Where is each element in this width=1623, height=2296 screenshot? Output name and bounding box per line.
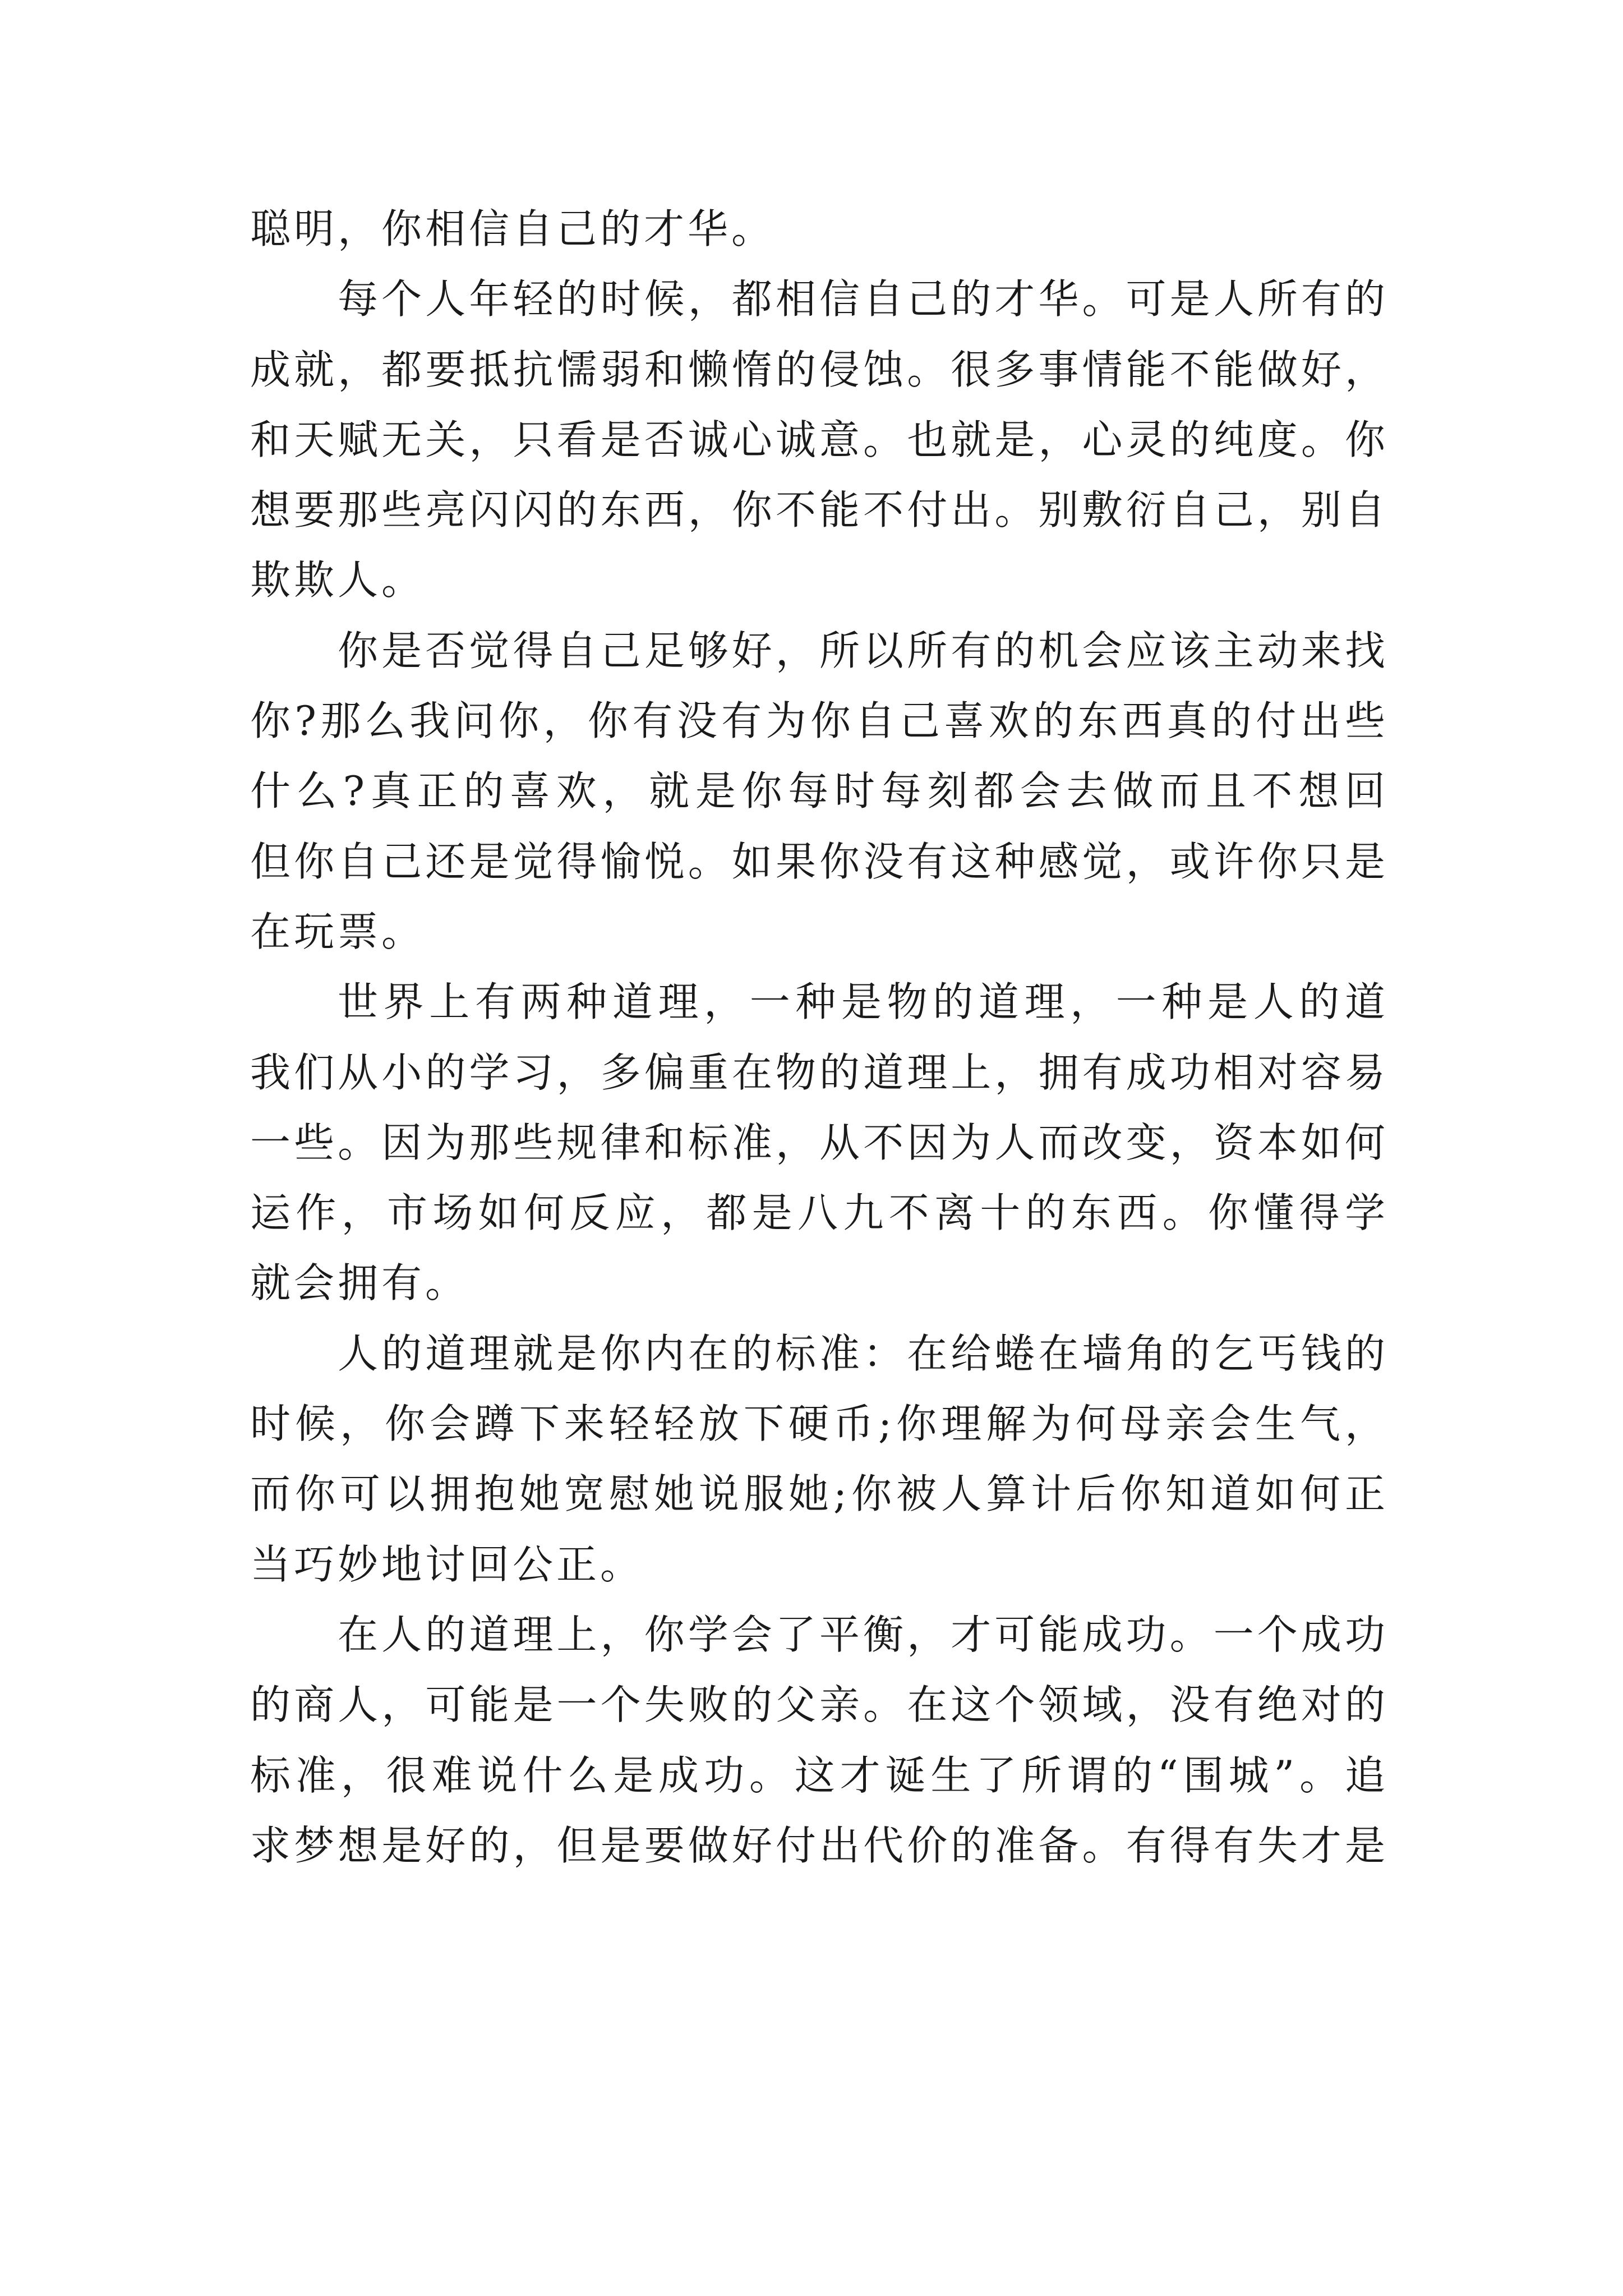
- document-body: [250, 194, 1389, 1881]
- paragraph-line: 但你自己还是觉得愉悦。如果你没有这种感觉，或许你只是: [250, 838, 1389, 885]
- paragraph-line: 聪明，你相信自己的才华。: [250, 205, 776, 252]
- paragraph-line: 你?那么我问你，你有没有为你自己喜欢的东西真的付出些: [250, 697, 1389, 745]
- paragraph-line: 时候，你会蹲下来轻轻放下硬币;你理解为何母亲会生气，: [250, 1400, 1389, 1448]
- paragraph-line: 和天赋无关，只看是否诚心诚意。也就是，心灵的纯度。你: [250, 416, 1389, 463]
- paragraph-line: 成就，都要抵抗懦弱和懒惰的侵蚀。很多事情能不能做好，: [250, 346, 1389, 393]
- paragraph-line: 我们从小的学习，多偏重在物的道理上，拥有成功相对容易: [250, 1048, 1389, 1096]
- paragraph-line: 一些。因为那些规律和标准，从不因为人而改变，资本如何: [250, 1119, 1389, 1166]
- paragraph-line: 每个人年轻的时候，都相信自己的才华。可是人所有的: [338, 275, 1389, 323]
- paragraph-line: 什么?真正的喜欢，就是你每时每刻都会去做而且不想回: [250, 767, 1389, 815]
- paragraph-line: 人的道理就是你内在的标准：在给蜷在墙角的乞丐钱的: [338, 1329, 1389, 1377]
- paragraph-line: 你是否觉得自己足够好，所以所有的机会应该主动来找: [338, 627, 1389, 674]
- paragraph-line: 想要那些亮闪闪的东西，你不能不付出。别敷衍自己，别自: [250, 486, 1389, 534]
- paragraph-line: 运作，市场如何反应，都是八九不离十的东西。你懂得学: [250, 1189, 1389, 1237]
- paragraph-line: 当巧妙地讨回公正。: [250, 1540, 644, 1588]
- paragraph-line: 的商人，可能是一个失败的父亲。在这个领域，没有绝对的: [250, 1681, 1389, 1729]
- paragraph-line: 标准，很难说什么是成功。这才诞生了所谓的“围城”。追: [250, 1751, 1389, 1799]
- paragraph-line: 就会拥有。: [250, 1259, 469, 1307]
- paragraph-line: 在人的道理上，你学会了平衡，才可能成功。一个成功: [338, 1611, 1389, 1658]
- paragraph-line: 在玩票。: [250, 908, 426, 955]
- paragraph-line: 求梦想是好的，但是要做好付出代价的准备。有得有失才是: [250, 1821, 1389, 1869]
- paragraph-line: 欺欺人。: [250, 556, 426, 604]
- paragraph-line: 而你可以拥抱她宽慰她说服她;你被人算计后你知道如何正: [250, 1470, 1389, 1518]
- paragraph-line: 世界上有两种道理，一种是物的道理，一种是人的道: [338, 978, 1389, 1026]
